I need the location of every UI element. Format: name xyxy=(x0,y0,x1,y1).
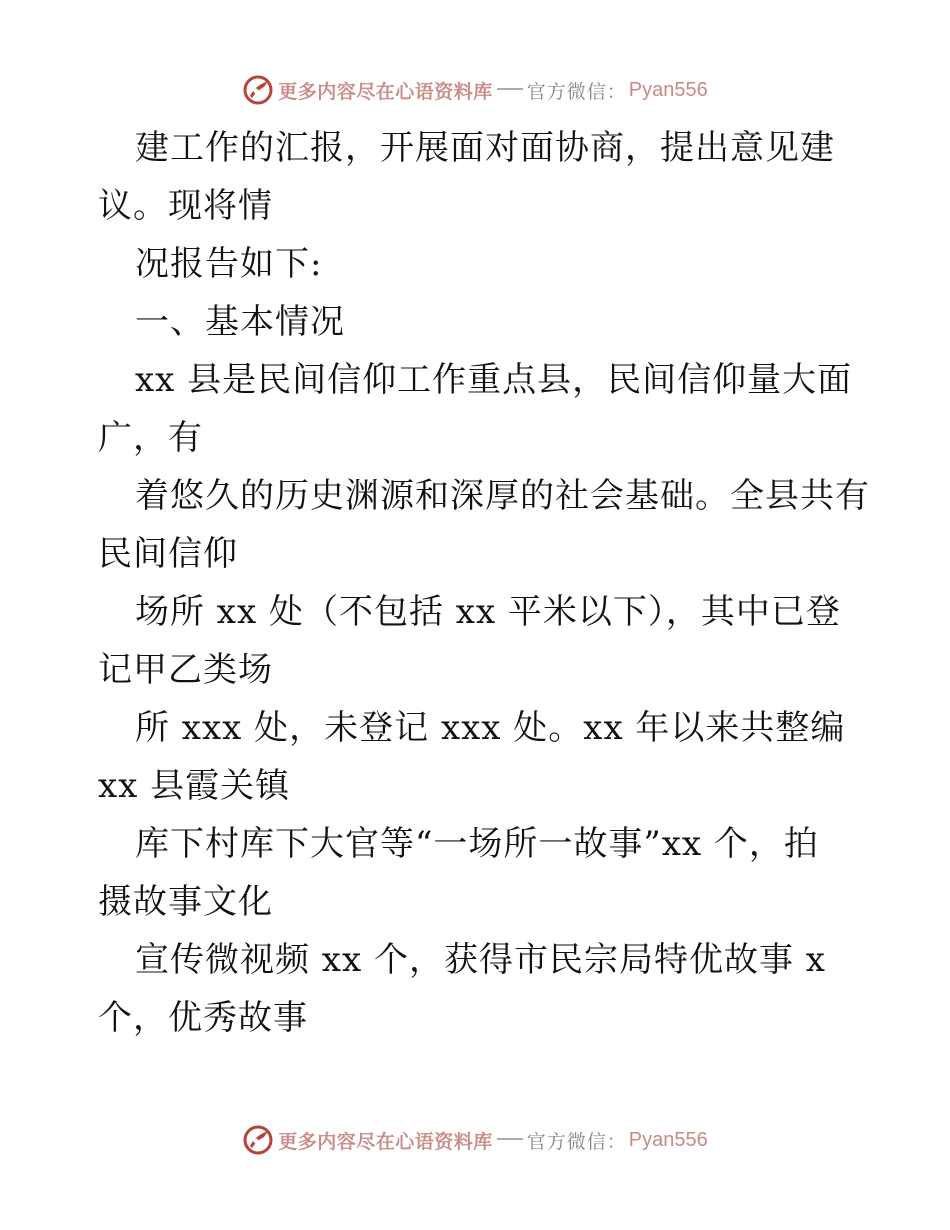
header-dash xyxy=(497,88,523,90)
section-heading: 一、基本情况 xyxy=(135,302,345,342)
body-line: 场所 xx 处（不包括 xx 平米以下），其中已登 xyxy=(135,592,841,632)
body-line: 况报告如下: xyxy=(135,244,323,284)
footer-dash xyxy=(497,1138,523,1140)
body-line: xx 县是民间信仰工作重点县，民间信仰量大面 xyxy=(135,360,853,400)
body-line: 宣传微视频 xx 个，获得市民宗局特优故事 x xyxy=(135,940,826,980)
body-line: 摄故事文化 xyxy=(98,882,273,922)
body-line: 建工作的汇报，开展面对面协商，提出意见建 xyxy=(135,128,835,168)
header-wechat-label: 官方微信： xyxy=(526,80,627,103)
body-line: 个，优秀故事 xyxy=(98,998,308,1038)
footer-wechat-handle: Pyan556 xyxy=(628,1128,708,1151)
footer-wechat-label: 官方微信： xyxy=(526,1130,627,1153)
body-line: 议。现将情 xyxy=(98,186,273,226)
body-line: 记甲乙类场 xyxy=(98,650,273,690)
header-slogan: 更多内容尽在心语资料库 xyxy=(278,80,493,103)
brand-logo-icon xyxy=(242,74,274,106)
header-wechat-handle: Pyan556 xyxy=(628,78,708,101)
body-line: 所 xxx 处，未登记 xxx 处。xx 年以来共整编 xyxy=(135,708,846,748)
body-line: xx 县霞关镇 xyxy=(98,766,291,806)
body-line: 广，有 xyxy=(98,418,203,458)
footer-slogan: 更多内容尽在心语资料库 xyxy=(278,1130,493,1153)
document-body xyxy=(98,119,870,1047)
body-line: 着悠久的历史渊源和深厚的社会基础。全县共有 xyxy=(135,476,870,516)
brand-logo-icon xyxy=(242,1124,274,1156)
body-line: 库下村库下大官等“一场所一故事”xx 个，拍 xyxy=(135,824,819,864)
header-banner xyxy=(0,70,950,110)
body-line: 民间信仰 xyxy=(98,534,238,574)
footer-banner xyxy=(0,1120,950,1160)
